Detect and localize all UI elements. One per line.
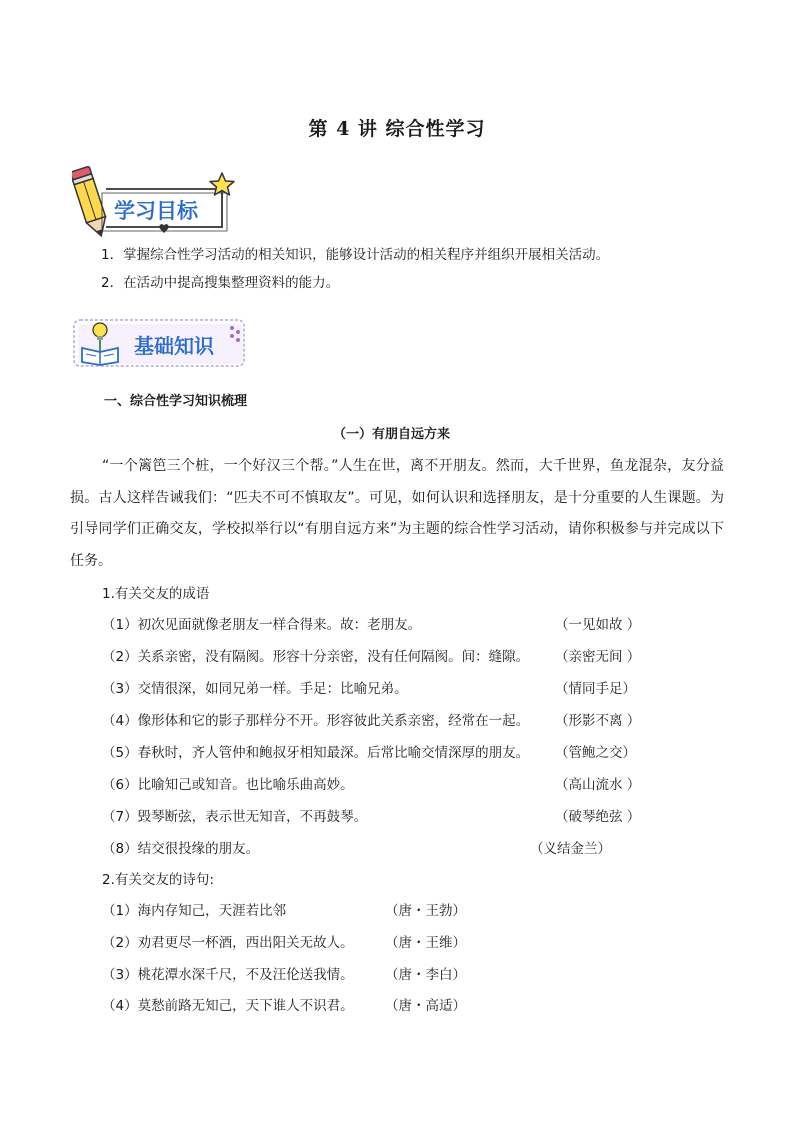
idiom-desc: （8）结交很投缘的朋友。	[102, 841, 260, 857]
idiom-desc: （6）比喻知己或知音。也比喻乐曲高妙。	[102, 777, 354, 793]
banner-goals-text: 学习目标	[114, 199, 198, 223]
idiom-desc: （2）关系亲密，没有隔阂。形容十分亲密，没有任何隔阂。间：缝隙。	[102, 649, 530, 665]
banner-basics-text: 基础知识	[134, 334, 214, 358]
idiom-desc: （3）交情很深，如同兄弟一样。手足：比喻兄弟。	[102, 681, 408, 697]
poem-line: （2）劝君更尽一杯酒，西出阳关无故人。	[102, 935, 354, 951]
idiom-desc: （4）像形体和它的影子那样分不开。形容彼此关系亲密，经常在一起。	[102, 713, 530, 729]
poem-author: （唐・王维）	[385, 935, 466, 951]
poem-author: （唐・王勃）	[385, 903, 466, 919]
subsection-title: （一）有朋自远方来	[333, 427, 451, 442]
idiom-desc: （1）初次见面就像老朋友一样合得来。故：老朋友。	[102, 617, 422, 633]
intro-paragraph: “一个篱笆三个桩，一个好汉三个帮。”人生在世，离不开朋友。然而，大千世界，鱼龙混杂，友分益损。古人这样告诫我们：“匹夫不可不慎取友”。可见，如何认识和选择朋友，是十分重要的人生课题。为引导同学们正确交友，学校拟举行以“有朋自远方来”为主题的综合性学习活动，请你积极参与并完成以下任务。	[70, 458, 724, 569]
idiom-desc: （5）春秋时，齐人管仲和鲍叔牙相知最深。后常比喻交情深厚的朋友。	[102, 745, 530, 761]
idiom-answer: （破琴绝弦 ）	[555, 809, 641, 825]
poem-author: （唐・李白）	[385, 967, 466, 983]
section-heading: 一、综合性学习知识梳理	[104, 394, 248, 409]
idiom-answer: （亲密无间 ）	[555, 649, 641, 665]
idiom-answer: （一见如故 ）	[555, 617, 641, 633]
idiom-answer: （形影不离 ）	[555, 713, 641, 729]
poem-author: （唐・高适）	[385, 998, 466, 1014]
pencil-icon	[72, 166, 111, 239]
idioms-heading: 1.有关交友的成语	[102, 586, 210, 602]
poems-heading: 2.有关交友的诗句:	[102, 872, 214, 888]
learning-goals-banner	[72, 163, 242, 241]
basic-knowledge-banner	[72, 318, 250, 370]
poem-line: （3）桃花潭水深千尺，不及汪伦送我情。	[102, 967, 354, 983]
idiom-answer: （情同手足）	[555, 681, 636, 697]
idiom-answer: （管鲍之交）	[555, 745, 636, 761]
page-title: 第 4 讲 综合性学习	[308, 118, 486, 140]
idiom-answer: （高山流水 ）	[555, 777, 641, 793]
heart-icon	[159, 224, 169, 233]
poem-line: （1）海内存知己，天涯若比邻	[102, 903, 287, 919]
idiom-desc: （7）毁琴断弦，表示世无知音，不再鼓琴。	[102, 809, 368, 825]
idiom-answer: （义结金兰）	[530, 841, 611, 857]
poem-line: （4）莫愁前路无知己，天下谁人不识君。	[102, 998, 354, 1014]
goal-item-1: 1．掌握综合性学习活动的相关知识，能够设计活动的相关程序并组织开展相关活动。	[101, 247, 610, 263]
goal-item-2: 2．在活动中提高搜集整理资料的能力。	[101, 275, 340, 291]
